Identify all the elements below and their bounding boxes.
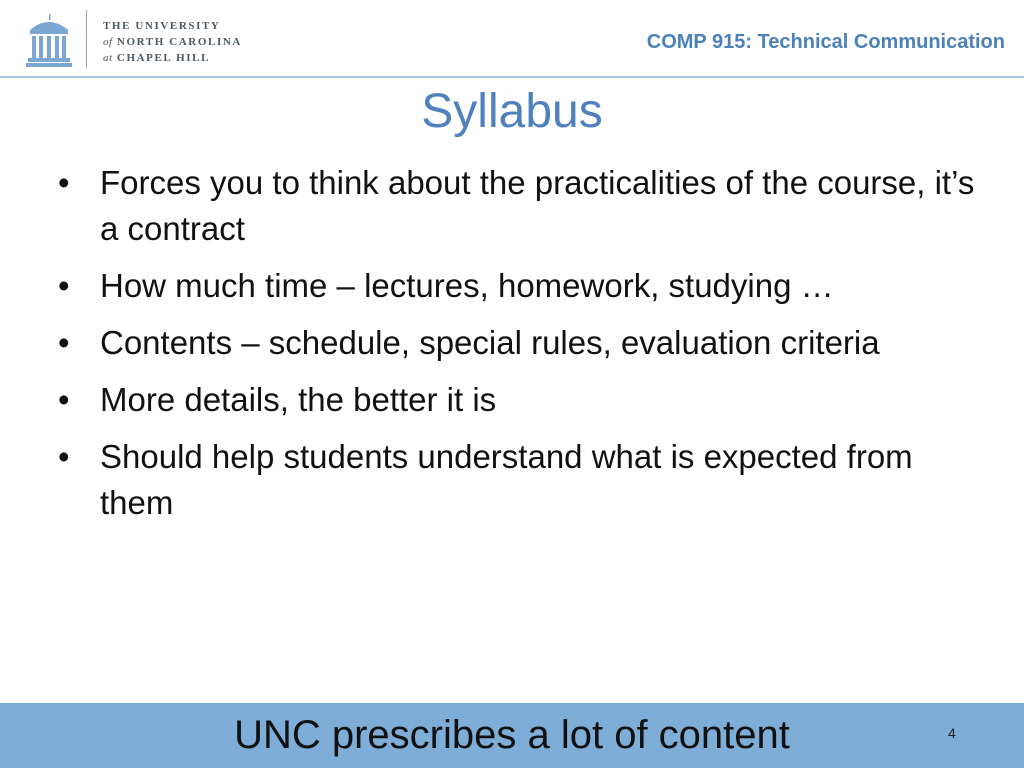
slide-header xyxy=(0,0,1024,78)
bullet-item xyxy=(54,263,984,309)
bullet-item xyxy=(54,377,984,423)
wordmark-line-3 xyxy=(103,50,242,66)
course-title: COMP 915: Technical Communication xyxy=(646,31,1005,53)
bullet-dot: • xyxy=(58,164,70,201)
slide-title: Syllabus xyxy=(421,85,603,138)
wordmark-line-1: THE UNIVERSITY xyxy=(103,20,221,32)
page-number: 4 xyxy=(948,725,956,741)
bullet-dot: • xyxy=(58,324,70,361)
bullet-item xyxy=(54,434,984,526)
bullet-text: Contents – schedule, special rules, evaluation criteria xyxy=(100,324,880,361)
footer-caption: UNC prescribes a lot of content xyxy=(234,713,790,757)
old-well-logo-icon xyxy=(26,12,72,68)
wordmark-north-carolina: NORTH CAROLINA xyxy=(116,36,242,48)
bullet-item xyxy=(54,320,984,366)
bullet-dot: • xyxy=(58,381,70,418)
bullet-text: How much time – lectures, homework, studying … xyxy=(100,267,834,304)
bullet-text: Should help students understand what is expected from them xyxy=(100,438,913,521)
bullet-item xyxy=(54,160,984,252)
bullet-list xyxy=(54,160,984,537)
wordmark-line-2 xyxy=(103,34,242,50)
bullet-text: More details, the better it is xyxy=(100,381,497,418)
footer-band xyxy=(0,703,1024,768)
logo-divider xyxy=(86,10,87,68)
wordmark-prefix-of: of xyxy=(103,36,113,48)
wordmark-chapel-hill: CHAPEL HILL xyxy=(116,52,211,64)
bullet-dot: • xyxy=(58,267,70,304)
bullet-text: Forces you to think about the practicalities of the course, it’s a contract xyxy=(100,164,975,247)
wordmark-prefix-at: at xyxy=(103,52,113,64)
university-wordmark xyxy=(103,18,242,66)
header-rule xyxy=(0,76,1024,78)
bullet-dot: • xyxy=(58,438,70,475)
